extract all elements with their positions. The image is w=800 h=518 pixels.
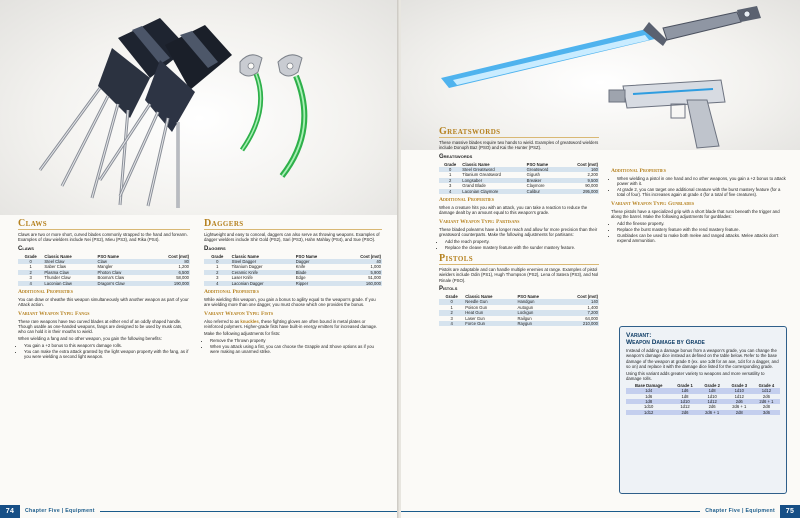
dmg-col-g2: Grade 2 <box>704 382 720 388</box>
daggers-col-grade: Grade <box>211 253 224 259</box>
daggers-section <box>204 218 382 356</box>
list-item: • Add the reach property. <box>445 239 599 244</box>
cell: Edge <box>295 275 306 281</box>
daggers-intro: Lightweight and easy to conceal, daggers can also serve as throwing weapons. Examples of dagger wielders include Shir Gold (PS2), Sari (PS3), Hahn Mahlay (PS4), and Sue (PSO). <box>204 232 380 243</box>
cell: 1d8 <box>626 399 671 404</box>
daggers-illustration <box>240 55 304 176</box>
cell: Thunder Claw <box>44 275 71 281</box>
pistols-col-classic: Classic Name <box>465 293 493 299</box>
list-item: • Remove the Thrown property <box>210 338 382 343</box>
pistols-intro: Pistols are adaptable and can handle multiple enemies at range. Examples of pistol wielders include Odin (PS1), Hugh Thompson (PS2), Lena of Satera (PS3), and Nol Rinale (PSO). <box>439 267 599 283</box>
cell: 40 <box>339 259 382 264</box>
cell: 3 <box>216 275 219 281</box>
claws-col-cost: Cost (mst) <box>168 253 189 259</box>
cell: Raygun <box>517 321 559 326</box>
cell: 1d12 <box>626 410 671 415</box>
cell: Laconian Claw <box>43 281 96 286</box>
cell: Lockgun <box>517 310 559 315</box>
cell: 160 <box>563 167 599 172</box>
list-item: • You can make the extra attack granted by the light weapon property with the fang, as if you were wielding a second light weapon. <box>24 349 190 360</box>
table-row <box>18 281 190 286</box>
sidebar-text-2: Using this variant adds greater variety to weapons and more versatility to damage rolls. <box>626 371 765 382</box>
cell: 2 <box>204 270 231 275</box>
cell: 2d6 <box>671 410 698 415</box>
claws-props-heading: Additional Properties <box>18 289 73 296</box>
table-row <box>439 321 599 326</box>
cell: Gigush <box>526 172 540 178</box>
list-item: • Replace the cleave mastery feature with the sunder mastery feature. <box>445 245 599 250</box>
fangs-heading: Variant Weapon Type: Fangs <box>18 310 90 317</box>
cell: 0 <box>439 299 464 304</box>
cell: Mangler <box>97 264 113 270</box>
pistols-heading: Pistols <box>439 253 599 265</box>
cell: 7,200 <box>558 310 599 315</box>
footer-label: Chapter Five | Equipment <box>705 508 775 514</box>
cell: 1 <box>450 304 453 310</box>
cell: Heat Gun <box>464 310 516 315</box>
gs-props-heading: Additional Properties <box>439 197 494 204</box>
cell: 3 <box>448 183 452 189</box>
cell: Titanium Dagger <box>231 264 263 270</box>
cell: 1 <box>216 264 219 270</box>
page-number: 75 <box>780 505 800 518</box>
pistols-col-grade: Grade <box>445 293 458 299</box>
cell: 2 <box>439 310 464 315</box>
cell: Longsaber <box>461 178 525 183</box>
cell: 1d6 <box>645 393 653 399</box>
cell: Needle Gun <box>464 299 516 304</box>
cell: 2d6 <box>708 404 716 410</box>
cell: 1,000 <box>370 264 381 270</box>
dmg-col-g3: Grade 3 <box>731 382 748 388</box>
cell: Laser Knife <box>231 275 253 281</box>
cell: Autogun <box>517 304 534 310</box>
cell: Knife <box>295 264 306 270</box>
cell: 51,000 <box>368 275 381 281</box>
sidebar-text: Instead of adding a damage bonus from a weapon's grade, you can change the weapon's damage dice instead as defined on the table below. Refer to the base damage of the weapon at grade 0 (ex. use 1d8 for an axe, 1d4 for a dagger, and so on) and replace it with the damage dice listed for the corresponding grade. <box>626 348 779 369</box>
dmg-col-g4: Grade 4 <box>758 382 775 388</box>
pistols-table <box>439 294 599 326</box>
cell: 1d10 <box>707 393 717 399</box>
cell: 2 <box>439 178 461 183</box>
cell: Poison Gun <box>465 304 488 310</box>
claws-illustration <box>0 0 399 215</box>
fists-text-start: Also referred to as <box>204 318 241 324</box>
cell: 1,200 <box>178 264 189 270</box>
claws-table-title: Claws <box>18 245 34 252</box>
cell: 1 <box>29 264 32 270</box>
gunblades-text: These pistols have a specialized grip with a short blade that runs beneath the trigger and along the barrel. Make the following adjustments for gunblades: <box>611 208 780 220</box>
cell: 1,400 <box>587 304 598 310</box>
cell: 2d6 <box>726 399 753 404</box>
cell: 2,200 <box>587 172 598 178</box>
footer-label: Chapter Five | Equipment <box>25 508 95 514</box>
list-item: • You gain a +2 bonus to this weapon's damage rolls. <box>24 343 190 348</box>
cell: 2d6 <box>762 393 770 399</box>
daggers-table-title: Daggers <box>204 245 226 252</box>
cell: 2d6 + 1 <box>753 399 780 404</box>
daggers-table <box>204 254 382 286</box>
left-page <box>0 0 399 518</box>
cell: 1d10 <box>644 404 654 410</box>
cell: Force Gun <box>464 321 516 326</box>
fists-heading: Variant Weapon Type: Fists <box>204 310 274 317</box>
claws-heading: Claws <box>18 218 190 230</box>
cell: Booma's Claw <box>97 275 125 281</box>
cell: Laser Gun <box>465 315 485 321</box>
daggers-props-text: While wielding this weapon, you gain a bonus to agility equal to the weapon's grade. If you are wielding more than one dagger, you must choose which one provides the bonus. <box>204 297 376 308</box>
cell: 2d6 + 1 <box>732 404 747 410</box>
gs-col-pso: PSO Name <box>526 161 549 167</box>
footer-rule <box>401 511 700 512</box>
fangs-text: These rare weapons have two curved blades at either end of an oddly shaped handle. Though usable as one-handed weapons, fangs are designed to be used by musk cats, who can hold it in their mouths to wield. <box>18 318 183 335</box>
cell: 3d6 <box>753 410 780 415</box>
claws-props-text: You can draw or sheathe this weapon simultaneously with another weapon as part of your Attack action. <box>18 297 189 308</box>
greatswords-heading: Greatswords <box>439 126 599 138</box>
footer-rule <box>100 511 399 512</box>
table-row <box>204 281 382 286</box>
cell: 3 <box>450 315 453 321</box>
pistol-props-heading: Additional Properties <box>611 168 666 174</box>
claws-col-classic: Classic Name <box>44 253 72 259</box>
claws-illustration <box>40 18 232 208</box>
cell: Ceramic Knife <box>231 270 295 275</box>
cell: 1d12 <box>734 393 744 399</box>
claws-table <box>18 254 190 286</box>
daggers-col-cost: Cost (mst) <box>360 253 381 259</box>
fists-keyword: knuckles <box>240 318 259 324</box>
cell: 2d8 <box>762 404 770 410</box>
cell: 5,900 <box>339 270 382 275</box>
gs-col-classic: Classic Name <box>462 161 490 167</box>
gunblades-list <box>617 221 789 243</box>
list-item: • Gunblades can be used to make both melee and ranged attacks. Melee attacks don't expend ammunition. <box>617 233 789 244</box>
cell: 1d6 <box>671 388 698 393</box>
table-row <box>439 189 599 194</box>
fangs-list <box>24 343 190 359</box>
greatsword-illustration <box>441 6 761 88</box>
greatswords-table <box>439 162 599 194</box>
cell: Calibur <box>526 189 563 194</box>
cell: Grand Blade <box>462 183 486 189</box>
cell: Laconian Dagger <box>231 281 295 286</box>
gs-col-grade: Grade <box>444 161 457 167</box>
cell: 190,000 <box>149 281 190 286</box>
greatswords-intro: These massive blades require two hands to wield. Examples of greatsword wielders include Donoph Baz (PSO) and Kai the Hunter (PSZ). <box>439 140 599 151</box>
cell: 1d8 <box>681 393 689 399</box>
cell: 4 <box>18 281 43 286</box>
fangs-text-2: When wielding a fang and no other weapon, you gain the following benefits: <box>18 336 162 342</box>
left-art <box>0 0 399 215</box>
daggers-col-pso: PSO Name <box>295 253 318 259</box>
pistol-illustration <box>609 80 725 148</box>
cell: 295,000 <box>563 189 599 194</box>
right-footer <box>401 504 800 518</box>
pistol-properties-section <box>611 168 789 245</box>
cell: Greatsword <box>526 167 563 172</box>
cell: Saber Claw <box>44 264 67 270</box>
claws-col-pso: PSO Name <box>97 253 119 259</box>
cell: 140 <box>558 299 599 304</box>
table-row <box>626 410 780 415</box>
dmg-col-base: Base Damage <box>634 382 663 388</box>
cell: 9,500 <box>563 178 599 183</box>
cell: 3 <box>29 275 32 281</box>
greatswords-section <box>439 126 599 328</box>
list-item: • When wielding a pistol in one hand and no other weapons, you gain a +2 bonus to attack power with it. <box>617 176 789 187</box>
dmg-col-g1: Grade 1 <box>677 382 693 388</box>
cell: 90,000 <box>585 183 598 189</box>
cell: 2d6 + 1 <box>699 410 726 415</box>
cell: 64,000 <box>585 315 598 321</box>
cell: 58,000 <box>176 275 189 281</box>
sidebar-title-2: Weapon Damage by Grade <box>626 339 705 346</box>
cell: Claw <box>97 259 149 264</box>
daggers-heading: Daggers <box>204 218 382 230</box>
pistols-table-title: Pistols <box>439 285 458 292</box>
cell: 1d4 <box>626 388 671 393</box>
list-item: • At grade 2, you can target one additional creature with the burst mastery feature (for a total of four). This increases again at grade 4 (for a total of five creatures). <box>617 187 789 198</box>
cell: 0 <box>204 259 231 264</box>
cell: 4 <box>204 281 231 286</box>
claws-intro: Claws are two or more short, curved blades commonly strapped to the hand and forearm. Examples of claw wielders include Nei (PS2), Mieu (PS3), and Rika (PS4). <box>18 232 188 243</box>
cell: 0 <box>439 167 461 172</box>
cell: Breaker <box>526 178 563 183</box>
cell: 80 <box>149 259 190 264</box>
fists-text-end: , these fighting gloves are often bound in metal plates or reinforced polymers. Higher-grade fists have built-in energy emitters for increased damage. <box>204 318 378 329</box>
gs-col-cost: Cost (mst) <box>577 161 598 167</box>
list-item: • Add the finesse property. <box>617 221 789 226</box>
cell: 4 <box>439 321 464 326</box>
cell: 1d10 <box>671 399 698 404</box>
fists-list <box>210 338 382 354</box>
cell: Steel Claw <box>43 259 96 264</box>
cell: Laconian Claymore <box>461 189 525 194</box>
partisans-text: These bladed polearms have a longer reach and allow for more precision than their greatsword counterparts. Make the following adjustments for partisans: <box>439 226 598 237</box>
cell: 1d12 <box>753 388 780 393</box>
cell: Handgun <box>517 299 559 304</box>
cell: 1d8 <box>699 388 726 393</box>
variant-sidebar <box>619 326 787 494</box>
cell: Titanium Greatsword <box>462 172 502 178</box>
cell: 210,000 <box>558 321 599 326</box>
cell: Plasma Claw <box>43 270 96 275</box>
damage-grade-table <box>626 383 780 415</box>
cell: 4 <box>439 189 461 194</box>
daggers-props-heading: Additional Properties <box>204 289 259 296</box>
cell: Dagger <box>295 259 339 264</box>
list-item: • When you attack using a fist, you can choose the Grapple and Shove options as if you were making an unarmed strike. <box>210 344 382 355</box>
fists-text-2: Make the following adjustments for fists: <box>204 330 281 336</box>
pistols-col-pso: PSO Name <box>517 293 539 299</box>
cell: Dragon's Claw <box>97 281 149 286</box>
cell: 2d8 <box>726 410 753 415</box>
cell: Ripper <box>295 281 339 286</box>
sidebar-title-1: Variant: <box>626 332 652 339</box>
cell: 1d12 <box>699 399 726 404</box>
left-footer <box>0 504 399 518</box>
cell: 1d12 <box>680 404 690 410</box>
cell: Railgun <box>517 315 532 321</box>
pistol-props-list <box>617 176 789 198</box>
cell: 1d10 <box>726 388 753 393</box>
gs-props-text: When a creature hits you with an attack, you can take a reaction to reduce the damage dealt by an amount equal to this weapon's grade. <box>439 205 588 216</box>
cell: Steel Dagger <box>231 259 295 264</box>
list-item: • Replace the burst mastery feature with the rend mastery feature. <box>617 227 789 232</box>
fists-text <box>204 319 382 330</box>
claws-section <box>18 218 190 361</box>
cell: Photon Claw <box>97 270 149 275</box>
cell: 0 <box>18 259 43 264</box>
cell: Steel Greatsword <box>461 167 525 172</box>
right-page <box>401 0 800 518</box>
cell: Claymore <box>526 183 545 189</box>
cell: 160,000 <box>339 281 382 286</box>
gunblades-heading: Variant Weapon Type: Gunblades <box>611 200 695 207</box>
cell: 1 <box>448 172 452 178</box>
greatswords-table-title: Greatswords <box>439 153 473 160</box>
page-number: 74 <box>0 505 20 518</box>
partisans-list <box>445 239 599 250</box>
pistols-col-cost: Cost (mst) <box>577 293 598 299</box>
partisans-heading: Variant Weapon Type: Partisans <box>439 218 520 225</box>
claws-col-grade: Grade <box>24 253 37 259</box>
cell: Blade <box>295 270 339 275</box>
daggers-col-classic: Classic Name <box>231 253 259 259</box>
cell: 6,500 <box>149 270 190 275</box>
cell: 2 <box>18 270 43 275</box>
